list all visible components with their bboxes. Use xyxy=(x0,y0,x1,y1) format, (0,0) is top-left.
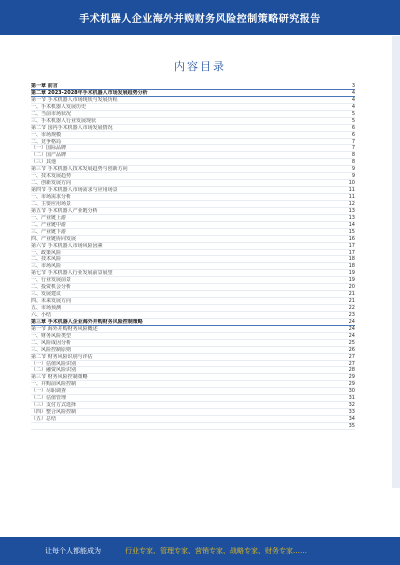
toc-entry[interactable] xyxy=(31,270,355,277)
toc-entry-page: 3 xyxy=(351,83,355,89)
page-heading: 内容目录 xyxy=(174,60,226,73)
toc-entry[interactable] xyxy=(31,111,355,118)
footer-roles: 行业专家、管理专家、营销专家、战略专家、财务专家…… xyxy=(125,547,307,555)
toc-entry[interactable] xyxy=(31,159,355,166)
toc-entry-title: 二、技术风险 xyxy=(31,256,62,263)
toc-entry-page: 24 xyxy=(348,318,355,325)
toc-entry[interactable] xyxy=(31,340,355,347)
toc-entry-title: 第三节 财务风险控制策略 xyxy=(31,374,88,381)
toc-entry[interactable] xyxy=(31,361,355,368)
toc-entry-page: 27 xyxy=(348,360,355,367)
toc-entry-page: 4 xyxy=(351,89,355,96)
toc-entry-title: 第一节 海外并购财务风险概述 xyxy=(31,325,98,332)
toc-entry[interactable] xyxy=(31,409,355,416)
toc-entry-page: 19 xyxy=(348,270,355,277)
toc-entry-title: 第二章 2023-2028年手术机器人市场发展趋势分析 xyxy=(31,89,148,96)
toc-entry-title: （二）融资风险识别 xyxy=(31,367,77,374)
toc-entry-page: 18 xyxy=(348,256,355,263)
toc-entry-title: （二）估值管理 xyxy=(31,395,67,402)
toc-entry[interactable] xyxy=(31,395,355,402)
toc-entry-title: 第五节 手术机器人产业链分析 xyxy=(31,207,98,214)
toc-entry-page: 17 xyxy=(348,242,355,249)
toc-entry-title: （一）估值风险识别 xyxy=(31,360,77,367)
toc-entry[interactable] xyxy=(31,416,355,423)
toc-entry-title: 第一章 前言 xyxy=(31,83,58,89)
toc-entry-page: 5 xyxy=(351,117,355,124)
toc-entry-page: 23 xyxy=(348,311,355,318)
toc-entry[interactable] xyxy=(31,312,355,319)
toc-entry-title: 第三章 手术机器人企业海外并购财务风险控制策略 xyxy=(31,318,143,325)
toc-entry-page: 12 xyxy=(348,200,355,207)
toc-entry-title: 三、产业链下游 xyxy=(31,228,67,235)
toc-entry[interactable] xyxy=(31,145,355,152)
toc-entry-title: 四、产业链协同发展 xyxy=(31,235,77,242)
toc-entry-page: 15 xyxy=(348,228,355,235)
toc-entry-page: 16 xyxy=(348,235,355,242)
toc-entry-page: 33 xyxy=(348,409,355,416)
toc-entry[interactable] xyxy=(31,277,355,284)
toc-entry[interactable] xyxy=(31,187,355,194)
toc-entry-title: （二）国产品牌 xyxy=(31,152,67,159)
footer-slogan: 让每个人都能成为 xyxy=(45,547,101,555)
toc-entry[interactable] xyxy=(31,354,355,361)
toc-entry[interactable] xyxy=(31,256,355,263)
toc-entry-page: 31 xyxy=(348,395,355,402)
toc-entry[interactable] xyxy=(31,333,355,340)
toc-entry-title: 四、未来发展方向 xyxy=(31,298,72,305)
toc-entry-title: 第二节 财务风险识别与评估 xyxy=(31,353,93,360)
toc-entry-page: 29 xyxy=(348,374,355,381)
toc-entry-page: 34 xyxy=(348,416,355,422)
toc-entry[interactable] xyxy=(31,152,355,159)
toc-entry-page: 35 xyxy=(348,422,355,429)
toc-entry[interactable] xyxy=(31,104,355,111)
toc-entry-title: 五、市场预测 xyxy=(31,305,62,311)
toc-entry-page: 21 xyxy=(348,291,355,298)
toc-entry-page: 5 xyxy=(351,110,355,117)
toc-entry[interactable] xyxy=(31,201,355,208)
toc-entry-page: 11 xyxy=(348,187,355,194)
toc-entry[interactable] xyxy=(31,305,355,312)
toc-entry[interactable] xyxy=(31,97,355,104)
toc-entry-title: （一）尽职调查 xyxy=(31,388,67,395)
toc-entry[interactable] xyxy=(31,215,355,222)
toc-entry-page: 19 xyxy=(348,277,355,284)
toc-entry-page: 9 xyxy=(351,173,355,180)
toc-entry-page: 8 xyxy=(351,152,355,159)
toc-entry[interactable] xyxy=(31,229,355,236)
toc-entry-page: 6 xyxy=(351,131,355,138)
toc-entry-title: （五）总结 xyxy=(31,416,57,422)
toc-entry-page: 21 xyxy=(348,298,355,305)
toc-entry-title: 一、财务风险类型 xyxy=(31,332,72,339)
toc-entry[interactable] xyxy=(31,388,355,395)
toc-entry-page: 10 xyxy=(348,180,355,187)
toc-entry-title: 第一节 手术机器人市场现状与发展历程 xyxy=(31,96,118,103)
toc-entry-title: （一）国际品牌 xyxy=(31,145,67,152)
toc-entry-title: 二、风险成因分析 xyxy=(31,339,72,346)
report-title: 手术机器人企业海外并购财务风险控制策略研究报告 xyxy=(79,14,321,25)
toc-entry-page: 9 xyxy=(351,166,355,173)
toc-entry-page: 8 xyxy=(351,159,355,166)
toc-entry-title: 三、手术机器人行业发展现状 xyxy=(31,117,97,124)
toc-entry-page: 25 xyxy=(348,339,355,346)
toc-entry[interactable] xyxy=(31,166,355,173)
toc-entry-title: 三、风险控制原则 xyxy=(31,346,72,353)
toc-entry-page: 18 xyxy=(348,263,355,270)
toc-entry-title: 一、市场规模 xyxy=(31,131,62,138)
toc-entry-title: 第四节 手术机器人市场需求与应用场景 xyxy=(31,187,118,194)
toc-entry-page: 32 xyxy=(348,402,355,409)
toc-entry-page: 4 xyxy=(351,96,355,103)
toc-entry[interactable] xyxy=(31,347,355,354)
toc-entry-page: 20 xyxy=(348,284,355,291)
toc-entry[interactable] xyxy=(31,284,355,291)
toc-entry-title: 一、市场需求分析 xyxy=(31,194,72,200)
toc-entry[interactable] xyxy=(31,83,355,90)
toc-entry-title: 三、发展建议 xyxy=(31,291,62,298)
toc-entry-page: 13 xyxy=(348,207,355,214)
toc-entry[interactable] xyxy=(31,423,355,430)
toc-entry-title: 六、小结 xyxy=(31,311,52,318)
toc-entry-page: 14 xyxy=(348,221,355,228)
toc-entry-title: 第七节 手术机器人行业发展前景展望 xyxy=(31,270,113,277)
toc-entry-page: 30 xyxy=(348,388,355,395)
toc-entry[interactable] xyxy=(31,298,355,305)
toc-entry[interactable] xyxy=(31,118,355,125)
toc-entry-page: 7 xyxy=(351,138,355,145)
toc-entry-title: （三）其他 xyxy=(31,159,57,166)
toc-entry-title: 一、政策风险 xyxy=(31,249,62,256)
toc-entry-page: 28 xyxy=(348,367,355,374)
toc-entry-title: 二、当前市场状况 xyxy=(31,110,72,117)
toc-entry-page: 13 xyxy=(348,214,355,221)
toc-entry[interactable] xyxy=(31,125,355,132)
toc-entry[interactable] xyxy=(31,180,355,187)
toc-entry-title: 一、行业发展前景 xyxy=(31,277,72,284)
toc-entry[interactable] xyxy=(31,194,355,201)
toc-entry-title: 三、市场风险 xyxy=(31,263,62,270)
header-banner xyxy=(0,0,400,35)
toc-entry-title: 二、竞争格局 xyxy=(31,138,62,145)
table-of-contents xyxy=(31,83,355,430)
toc-entry-title: 一、产业链上游 xyxy=(31,214,67,221)
toc-entry[interactable] xyxy=(31,250,355,257)
toc-entry-title: （四）整合风险控制 xyxy=(31,409,77,416)
toc-entry-title: 二、投资机会分析 xyxy=(31,284,72,291)
toc-entry[interactable] xyxy=(31,208,355,215)
toc-entry-title: 一、手术机器人发展历史 xyxy=(31,103,87,110)
toc-entry-page: 29 xyxy=(348,381,355,388)
toc-entry[interactable] xyxy=(31,222,355,229)
toc-entry-page: 26 xyxy=(348,346,355,353)
toc-entry-page: 11 xyxy=(348,194,355,200)
toc-entry-page: 24 xyxy=(348,332,355,339)
toc-entry[interactable] xyxy=(31,326,355,333)
toc-entry-page: 4 xyxy=(351,103,355,110)
toc-entry-title: 第三节 手术机器人技术发展趋势与创新方向 xyxy=(31,166,128,173)
toc-entry-title: 第二节 国内手术机器人市场发展情况 xyxy=(31,124,113,131)
toc-entry-title: 二、创新发展方向 xyxy=(31,180,72,187)
toc-entry[interactable] xyxy=(31,263,355,270)
toc-entry[interactable] xyxy=(31,139,355,146)
toc-entry[interactable] xyxy=(31,402,355,409)
toc-entry-title: 二、主要应用场景 xyxy=(31,200,72,207)
toc-entry-title: （三）支付方式选择 xyxy=(31,402,77,409)
toc-entry-title: 第六节 手术机器人市场风险因素 xyxy=(31,242,103,249)
footer-banner xyxy=(0,537,400,565)
toc-entry[interactable] xyxy=(31,236,355,243)
toc-entry-page: 6 xyxy=(351,124,355,131)
toc-entry[interactable] xyxy=(31,374,355,381)
toc-entry[interactable] xyxy=(31,381,355,388)
side-decoration xyxy=(392,36,400,488)
toc-entry[interactable] xyxy=(31,243,355,250)
toc-entry-page: 27 xyxy=(348,353,355,360)
toc-entry[interactable] xyxy=(31,319,355,326)
toc-entry-page: 7 xyxy=(351,145,355,152)
toc-entry[interactable] xyxy=(31,90,355,97)
toc-entry-page: 17 xyxy=(348,249,355,256)
toc-entry[interactable] xyxy=(31,367,355,374)
toc-entry-page: 22 xyxy=(348,305,355,311)
toc-entry[interactable] xyxy=(31,291,355,298)
toc-entry-title: 一、并购前风险控制 xyxy=(31,381,77,388)
toc-entry-title: 二、产业链中游 xyxy=(31,221,67,228)
toc-entry[interactable] xyxy=(31,173,355,180)
toc-entry[interactable] xyxy=(31,132,355,139)
toc-entry-title: 一、技术发展趋势 xyxy=(31,173,72,180)
toc-entry-page: 24 xyxy=(348,325,355,332)
